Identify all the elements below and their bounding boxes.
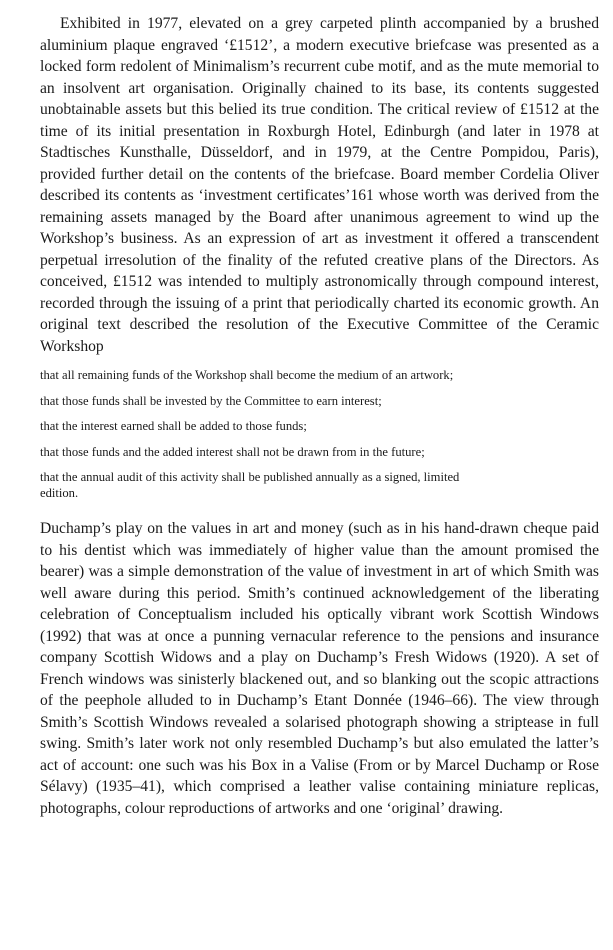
quote-line: that the annual audit of this activity shall be published annually as a signed, limited edition. (40, 470, 460, 500)
quote-line: that those funds shall be invested by the Committee to earn interest; (40, 393, 382, 408)
quote-line: that all remaining funds of the Workshop shall become the medium of an artwork; (40, 368, 454, 382)
paragraph-duchamp: Duchamp’s play on the values in art and money (such as in his hand-drawn cheque paid to his dentist which was immediately of higher value than the amount promised the bearer) was a simple demonstration of the value of investment in art of which Smith was well aware during this period. Smith’s continued acknowledgement of the liberating celebration of Conceptualism included his optically vibrant work Scottish Windows (1992) that was at once a punning vernacular reference to the pensions and insurance company Scottish Widows and a play on Duchamp’s Fresh Widows (1920). A set of French windows was sinisterly blackened out, and so blanking out the scopic attractions of the peephole alluded to in Duchamp’s Etant Donnée (1946–66). The view through Smith’s Scottish Windows revealed a solarised photograph showing a striptease in full swing. Smith’s later work not only resembled Duchamp’s but also emulated the latter’s act of account: one such was his Box in a Valise (From or by Marcel Duchamp or Rose Sélavy) (1935–41), which comprised a leather valise containing miniature replicas, photographs, colour reproductions of artworks and one ‘original’ drawing. (40, 520, 599, 817)
paragraph-briefcase: Exhibited in 1977, elevated on a grey carpeted plinth accompanied by a brushed aluminium plaque engraved ‘£1512’, a modern executive briefcase was presented as a locked form redolent of Minimalism’s recurrent cube motif, and as the mute memorial to an insolvent art organisation. Originally chained to its base, its contents suggested unobtainable assets but this belied its true condition. The critical review of £1512 at the time of its initial presentation in Roxburgh Hotel, Edinburgh (and later in 1978 at Stadtisches Kunsthalle, Düsseldorf, and in 1979, at the Centre Pompidou, Paris), provided further detail on the contents of the briefcase. Board member Cordelia Oliver described its contents as ‘investment certificates’161 whose worth was derived from the remaining assets managed by the Board after unanimous agreement to wind up the Workshop’s business. As an expression of art as investment it offered a transcendent perpetual irresolution of the finality of the refuted creative plans of the Directors. As conceived, £1512 was intended to multiply astronomically through compound interest, recorded through the issuing of a print that periodically charted its economic growth. An original text described the resolution of the Executive Committee of the Ceramic Workshop (40, 15, 599, 355)
resolution-quote (40, 368, 599, 501)
quote-line: that the interest earned shall be added to those funds; (40, 419, 307, 433)
quote-line: that those funds and the added interest shall not be drawn from in the future; (40, 444, 425, 459)
